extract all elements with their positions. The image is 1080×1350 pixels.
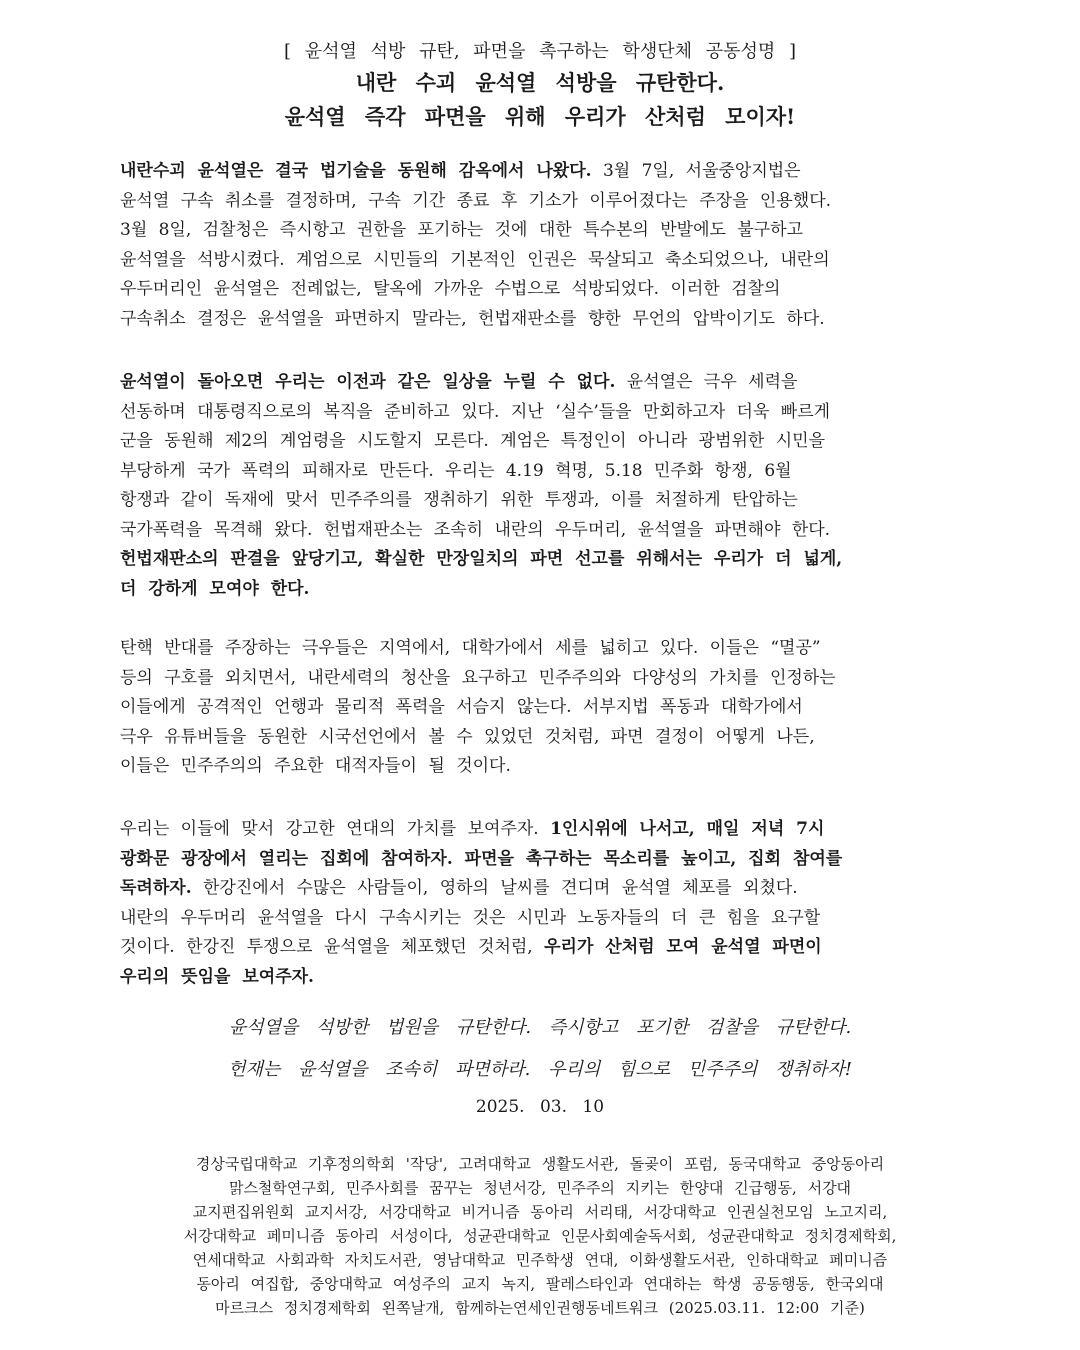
main-title-line-2: 윤석열 즉각 파면을 위해 우리가 산처럼 모이자!: [284, 104, 796, 129]
paragraph-line: [120, 664, 960, 694]
paragraph-line: [120, 815, 960, 845]
paragraph-line: [120, 187, 960, 217]
paragraph-line: [120, 275, 960, 305]
text-segment: 국가폭력을 목격해 왔다. 헌법재판소는 조속히 내란의 우두머리, 윤석열을 파면해야 한다.: [120, 519, 831, 540]
signatories-line: 동아리 여집합, 중앙대학교 여성주의 교지 녹지, 팔레스타인과 연대하는 학생 공동행동, 한국외대: [196, 1275, 884, 1293]
paragraph-line: [120, 545, 960, 575]
bold-text-segment: 우리가 산처럼 모여 윤석열 파면이: [544, 937, 822, 957]
paragraph-line: [120, 427, 960, 457]
paragraph-line: [120, 246, 960, 276]
text-segment: 선동하며 대통령직으로의 복직을 준비하고 있다. 지난 ‘실수’들을 만회하고자 더욱 빠르게: [120, 401, 831, 422]
text-segment: 극우 유튜버들을 동원한 시국선언에서 볼 수 있었던 것처럼, 파면 결정이 어떻게 나든,: [120, 726, 815, 747]
bold-text-segment: 우리의 뜻임을 보여주자.: [120, 966, 314, 987]
paragraph-line: [120, 457, 960, 487]
paragraph-1: [120, 157, 960, 334]
paragraph-line: [120, 904, 960, 934]
text-segment: 군을 동원해 제2의 계엄령을 시도할지 모른다. 계엄은 특정인이 아니라 광범위한 시민을: [120, 431, 826, 451]
text-segment: 3월 7일, 서울중앙지법은: [591, 161, 801, 181]
statement-date: 2025. 03. 10: [475, 1097, 605, 1117]
text-segment: 이들에게 공격적인 언행과 물리적 폭력을 서슴지 않는다. 서부지법 폭동과 대학가에서: [120, 697, 803, 717]
bold-text-segment: 내란수괴 윤석열은 결국 법기술을 동원해 감옥에서 나왔다.: [120, 161, 592, 181]
slogan-line-2: 헌재는 윤석열을 조속히 파면하라. 우리의 힘으로 민주주의 쟁취하자!: [228, 1059, 852, 1080]
paragraph-line: [120, 398, 960, 428]
paragraph-4: [120, 815, 960, 992]
paragraph-line: [120, 486, 960, 516]
signatories-line: 마르크스 정치경제학회 왼쪽날개, 함께하는연세인권행동네트워크 (2025.03.11. 12:00 기준): [215, 1299, 865, 1317]
text-segment: 윤석열을 석방시켰다. 계엄으로 시민들의 기본적인 인권은 묵살되고 축소되었으나, 내란의: [120, 249, 830, 270]
paragraph-line: [120, 634, 960, 664]
text-segment: 내란의 우두머리 윤석열을 다시 구속시키는 것은 시민과 노동자들의 더 큰 힘을 요구할: [120, 907, 821, 928]
paragraph-3: [120, 634, 960, 782]
text-segment: 등의 구호를 외치면서, 내란세력의 청산을 요구하고 민주주의와 다양성의 가치를 인정하는: [120, 667, 836, 688]
text-segment: 우두머리인 윤석열은 전례없는, 탈옥에 가까운 수법으로 석방되었다. 이러한 검찰의: [120, 279, 781, 299]
text-segment: 항쟁과 같이 독재에 맞서 민주주의를 쟁취하기 위한 투쟁과, 이를 처절하게 탄압하는: [120, 490, 798, 510]
paragraph-line: [120, 874, 960, 904]
text-segment: 윤석열 구속 취소를 결정하며, 구속 기간 종료 후 기소가 이루어졌다는 주장을 인용했다.: [120, 190, 832, 211]
signatories-list: [0, 1152, 1080, 1320]
text-segment: 부당하게 국가 폭력의 피해자로 만든다. 우리는 4.19 혁명, 5.18 민주화 항쟁, 6월: [120, 460, 792, 481]
slogan-line-1: 윤석열을 석방한 법원을 규탄한다. 즉시항고 포기한 검찰을 규탄한다.: [228, 1017, 852, 1038]
paragraph-line: [120, 963, 960, 993]
signatories-line: 서강대학교 페미니즘 동아리 서성이다, 성균관대학교 인문사회예술독서회, 성균관대학교 정치경제학회,: [183, 1227, 897, 1245]
signatories-line: 연세대학교 사회과학 자치도서관, 영남대학교 민주학생 연대, 이화생활도서관, 인하대학교 페미니즘: [192, 1251, 888, 1269]
bold-text-segment: 독려하자.: [120, 878, 192, 898]
paragraph-2: [120, 368, 960, 604]
paragraph-line: [120, 516, 960, 546]
paragraph-line: [120, 575, 960, 605]
text-segment: 이들은 민주주의의 주요한 대적자들이 될 것이다.: [120, 756, 511, 776]
text-segment: 윤석열은 극우 세력을: [615, 372, 798, 392]
bold-text-segment: 더 강하게 모여야 한다.: [120, 578, 310, 599]
signatories-line: 맑스철학연구회, 민주사회를 꿈꾸는 청년서강, 민주주의 지키는 한양대 긴급행동, 서강대: [228, 1179, 852, 1197]
paragraph-line: [120, 216, 960, 246]
paragraph-line: [120, 305, 960, 335]
paragraph-line: [120, 845, 960, 875]
text-segment: 3월 8일, 검찰청은 즉시항고 권한을 포기하는 것에 대한 특수본의 반발에도 불구하고: [120, 220, 803, 240]
text-segment: 탄핵 반대를 주장하는 극우들은 지역에서, 대학가에서 세를 넓히고 있다. 이들은 “멸공”: [120, 638, 821, 658]
paragraph-line: [120, 933, 960, 963]
main-title-line-1: 내란 수괴 윤석열 석방을 규탄한다.: [355, 70, 725, 95]
bold-text-segment: 광화문 광장에서 열리는 집회에 참여하자. 파면을 촉구하는 목소리를 높이고, 집회 참여를: [120, 848, 843, 869]
paragraph-line: [120, 752, 960, 782]
text-segment: 구속취소 결정은 윤석열을 파면하지 말라는, 헌법재판소를 향한 무언의 압박이기도 하다.: [120, 308, 825, 329]
text-segment: 것이다. 한강진 투쟁으로 윤석열을 체포했던 것처럼,: [120, 937, 545, 957]
bold-text-segment: 윤석열이 돌아오면 우리는 이전과 같은 일상을 누릴 수 없다.: [120, 372, 616, 392]
bold-text-segment: 헌법재판소의 판결을 앞당기고, 확실한 만장일치의 파면 선고를 위해서는 우리가 더 넓게,: [120, 549, 843, 569]
text-segment: 우리는 이들에 맞서 강고한 연대의 가치를 보여주자.: [120, 819, 551, 839]
signatories-line: 교지편집위원회 교지서강, 서강대학교 비거니즘 동아리 서리태, 서강대학교 인권실천모임 노고지리,: [192, 1203, 888, 1221]
closing-slogans: [0, 1007, 1080, 1091]
document-header: [0, 0, 1080, 134]
paragraph-line: [120, 368, 960, 398]
bold-text-segment: 1인시위에 나서고, 매일 저녁 7시: [550, 819, 825, 839]
signatories-line: 경상국립대학교 기후정의학회 '작당', 고려대학교 생활도서관, 돌곶이 포럼, 동국대학교 중앙동아리: [195, 1155, 885, 1173]
statement-label: [ 윤석열 석방 규탄, 파면을 촉구하는 학생단체 공동성명 ]: [283, 41, 797, 62]
text-segment: 한강진에서 수많은 사람들이, 영하의 날씨를 견디며 윤석열 체포를 외쳤다.: [191, 878, 798, 898]
paragraph-line: [120, 157, 960, 187]
paragraph-line: [120, 723, 960, 753]
paragraph-line: [120, 693, 960, 723]
